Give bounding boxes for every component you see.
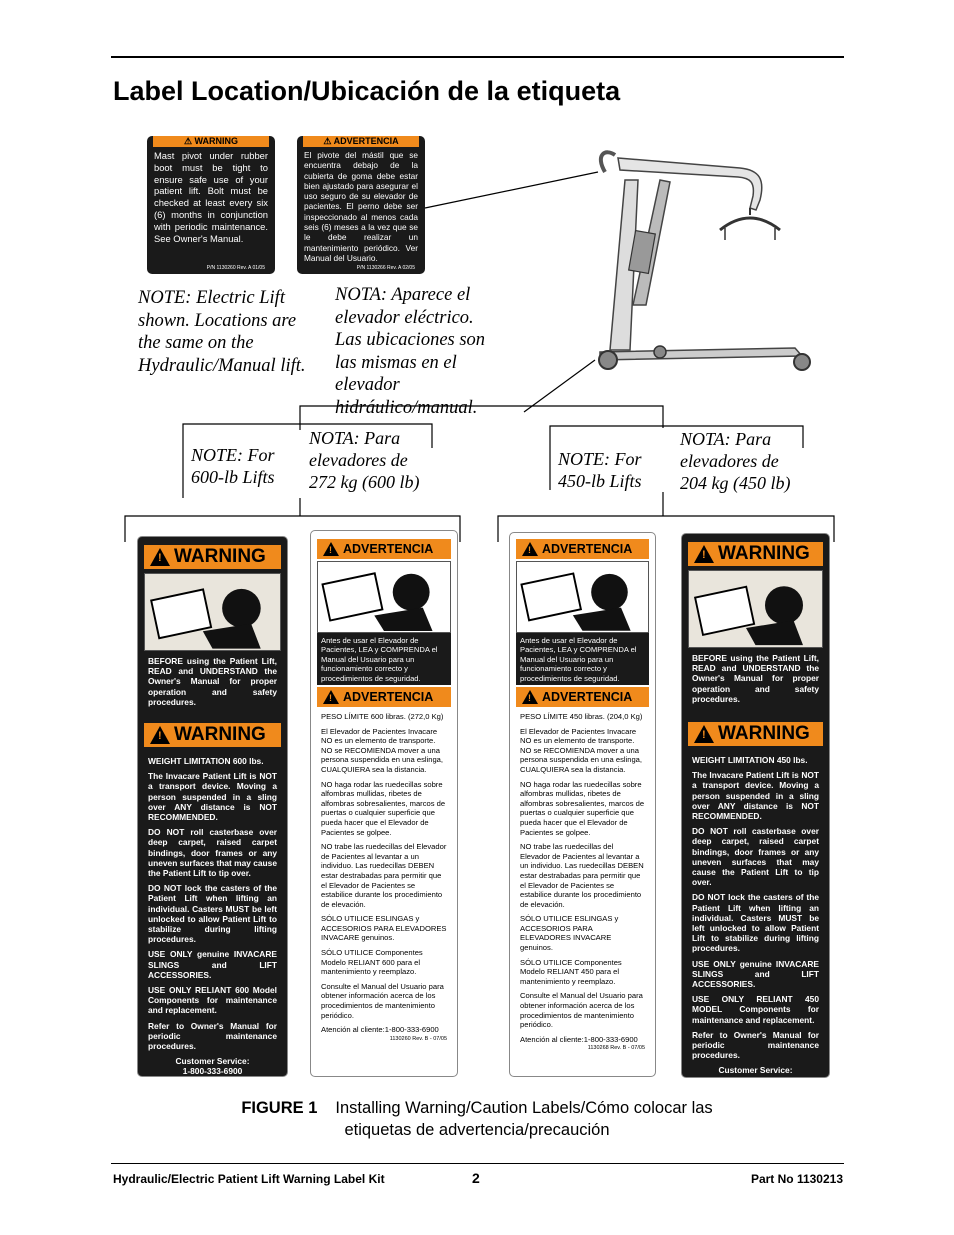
footer-title: Hydraulic/Electric Patient Lift Warning Label Kit <box>113 1172 385 1186</box>
box-note-en-450: NOTE: For 450-lb Lifts <box>558 449 642 491</box>
label-450-spanish <box>509 532 656 1077</box>
figure-caption <box>0 1097 954 1141</box>
label-450-en-header1: ! WARNING <box>688 542 823 566</box>
label-450-en-header2: ! WARNING <box>688 722 823 746</box>
reading-manual-picture <box>144 573 281 651</box>
connector-lines <box>0 0 954 560</box>
reading-manual-picture <box>516 561 649 633</box>
label-600-es-read: Antes de usar el Elevador de Pacientes, LEA y COMPRENDA el Manual del Usuario para un funcionamiento correcto y procedimientos de seguridad. <box>317 633 451 685</box>
label-600-es-header1: ! ADVERTENCIA <box>317 539 451 559</box>
label-450-en-body: WEIGHT LIMITATION 450 lbs. The Invacare Patient Lift is NOT a transport device. Moving a person suspended in a sling over ANY distance is NOT RECOMMENDED. DO NOT roll casterbase over deep carpet, raised carpet bindings, door frames or any uneven surfaces that may cause the Patient Lift to tip over. DO NOT lock the casters of the Patient Lift when lifting an individual. Casters MUST be left unlocked to allow Patient Lift to stabilize during lifting procedures. USE ONLY genuine INVACARE SLINGS and LIFT ACCESSORIES. USE ONLY RELIANT 450 MODEL Components for maintenance and replacement. Refer to Owner's Manual for periodic maintenance procedures. Customer Service: 1-800-333-6900 1073698 Rev. B 07/05 <box>688 752 823 1072</box>
footer-rule <box>111 1163 844 1164</box>
warning-triangle-icon: ! <box>150 726 170 744</box>
mast-advertencia-pn: P/N 1130266 Rev. A 02/05 <box>356 265 415 271</box>
mast-warning-text: Mast pivot under rubber boot must be tight to ensure safe use of your patient lift. Bolt must be checked at least every six (6) months in conjunction with periodic maintenance. See Owner's Manual. <box>154 150 268 244</box>
label-600-en-body: WEIGHT LIMITATION 600 lbs. The Invacare Patient Lift is NOT a transport device. Moving a person suspended in a sling over ANY distance is NOT RECOMMENDED. DO NOT roll casterbase over deep carpet, raised carpet bindings, door frames or any uneven surfaces that may cause the Patient Lift to tip over. DO NOT lock the casters of the Patient Lift when lifting an individual. Casters MUST be left unlocked to allow Patient Lift to stabilize during lifting procedures. USE ONLY genuine INVACARE SLINGS and LIFT ACCESSORIES. USE ONLY RELIANT 600 Model Components for maintenance and replacement. Refer to Owner's Manual for periodic maintenance procedures. Customer Service: 1-800-333-6900 Rev. A 04/05 1070965 <box>144 753 281 1071</box>
page-number: 2 <box>472 1170 480 1186</box>
warning-triangle-icon: ! <box>150 548 170 566</box>
part-number: Part No 1130213 <box>750 1172 843 1186</box>
box-note-es-450: NOTA: Para elevadores de 204 kg (450 lb) <box>680 429 791 493</box>
box-note-es-600: NOTA: Para elevadores de 272 kg (600 lb) <box>309 428 420 492</box>
figure-caption-text: Installing Warning/Caution Labels/Cómo colocar las etiquetas de advertencia/precaución <box>335 1099 713 1139</box>
warning-triangle-icon: ! <box>323 690 339 704</box>
mast-warning-pn: P/N 1130260 Rev. A 01/05 <box>206 265 265 271</box>
reading-manual-picture <box>688 570 823 648</box>
label-600-es-body: PESO LÍMITE 600 libras. (272,0 Kg) El Elevador de Pacientes Invacare NO es un elemento de transporte. NO se RECOMIENDA mover a una persona suspendida en una eslinga, CUALQUIERA sea la distancia. NO haga rodar las ruedecillas sobre alfombras mullidas, ribetes de alfombras sobresalientes, marcos de puertas o cualquier superficie que pueda hacer que el Elevador de Pacientes se golpee. NO trabe las ruedecillas del Elevador de Pacientes al levantar a un individuo. Las ruedecillas DEBEN estar destrabadas para permitir que el Elevador de Pacientes se estabilice durante los procedimiento de elevación. SÓLO UTILICE ESLINGAS y ACCESORIOS PARA ELEVADORES INVACARE genuinos. SÓLO UTILICE Componentes Modelo RELIANT 600 para el mantenimiento y reemplazo. Consulte el Manual del Usuario para obtener información acerca de los procedimientos de mantenimiento periódico. Atención al cliente:1-800-333-6900 1130260 Rev. B - 07/05 <box>317 709 451 1075</box>
mast-advertencia-text: El pivote del mástil que se encuentra debajo de la cubierta de goma debe estar bien ajustado para asegurar el uso seguro de su elevador de pacientes. El perno debe ser inspeccionado al menos cada seis (6) meses a la vez que se le debe realizar un mantenimiento periódico. Ver Manual del Usuario. <box>304 150 418 263</box>
label-450-es-header2: ! ADVERTENCIA <box>516 687 649 707</box>
note-english: NOTE: Electric Lift shown. Locations are the same on the Hydraulic/Manual lift. <box>138 288 306 376</box>
label-600-spanish <box>310 530 458 1077</box>
warning-triangle-icon: ! <box>522 690 538 704</box>
label-450-es-read: Antes de usar el Elevador de Pacientes, LEA y COMPRENDA el Manual del Usuario para un funcionamiento correcto y procedimientos de seguridad. <box>516 633 649 685</box>
label-600-en-read: BEFORE using the Patient Lift, READ and UNDERSTAND the Owner's Manual for proper operation and safety procedures. <box>144 653 281 713</box>
figure-label: FIGURE 1 <box>241 1099 318 1117</box>
warning-triangle-icon: ! <box>323 542 339 556</box>
label-450-es-body: PESO LÍMITE 450 libras. (204,0 Kg) El Elevador de Pacientes Invacare NO es un elemento de transporte. NO se RECOMIENDA mover a una persona suspendida en una eslinga, CUALQUIERA sea la distancia. NO haga rodar las ruedecillas sobre alfombras mullidas, ribetes de alfombras sobresalientes, marcos de puertas o cualquier superficie que pueda hacer que el Elevador de Pacientes se golpee. NO trabe las ruedecillas del Elevador de Pacientes al levantar a un individuo. Las ruedecillas DEBEN estar destrabadas para permitir que el Elevador de Pacientes se estabilice durante los procedimiento de elevación. SÓLO UTILICE ESLINGAS y ACCESORIOS PARA ELEVADORES INVACARE genuinos. SÓLO UTILICE Componentes Modelo RELIANT 450 para el mantenimiento y reemplazo. Consulte el Manual del Usuario para obtener información acerca de los procedimientos de mantenimiento periódico. Atención al cliente:1-800-333-6900 1130268 Rev. B - 07/05 <box>516 709 649 1075</box>
note-spanish: NOTA: Aparece el elevador eléctrico. Las ubicaciones son las mismas en el elevador hidráulico/manual. <box>335 285 486 418</box>
mast-warning-header: ⚠ WARNING <box>153 136 269 147</box>
label-450-en-read: BEFORE using the Patient Lift, READ and UNDERSTAND the Owner's Manual for proper operation and safety procedures. <box>688 650 823 712</box>
mast-advertencia-header: ⚠ ADVERTENCIA <box>303 136 419 147</box>
label-600-es-header2: ! ADVERTENCIA <box>317 687 451 707</box>
warning-triangle-icon: ! <box>694 725 714 743</box>
warning-triangle-icon: ! <box>694 545 714 563</box>
label-600-english <box>137 536 288 1085</box>
label-450-es-header1: ! ADVERTENCIA <box>516 539 649 559</box>
warning-triangle-icon: ! <box>522 542 538 556</box>
box-note-en-600: NOTE: For 600-lb Lifts <box>191 445 275 487</box>
label-600-en-header2: ! WARNING <box>144 723 281 747</box>
label-600-en-header1: ! WARNING <box>144 545 281 569</box>
label-450-english <box>681 533 830 1094</box>
page-title: Label Location/Ubicación de la etiqueta <box>113 76 621 106</box>
reading-manual-picture <box>317 561 451 633</box>
